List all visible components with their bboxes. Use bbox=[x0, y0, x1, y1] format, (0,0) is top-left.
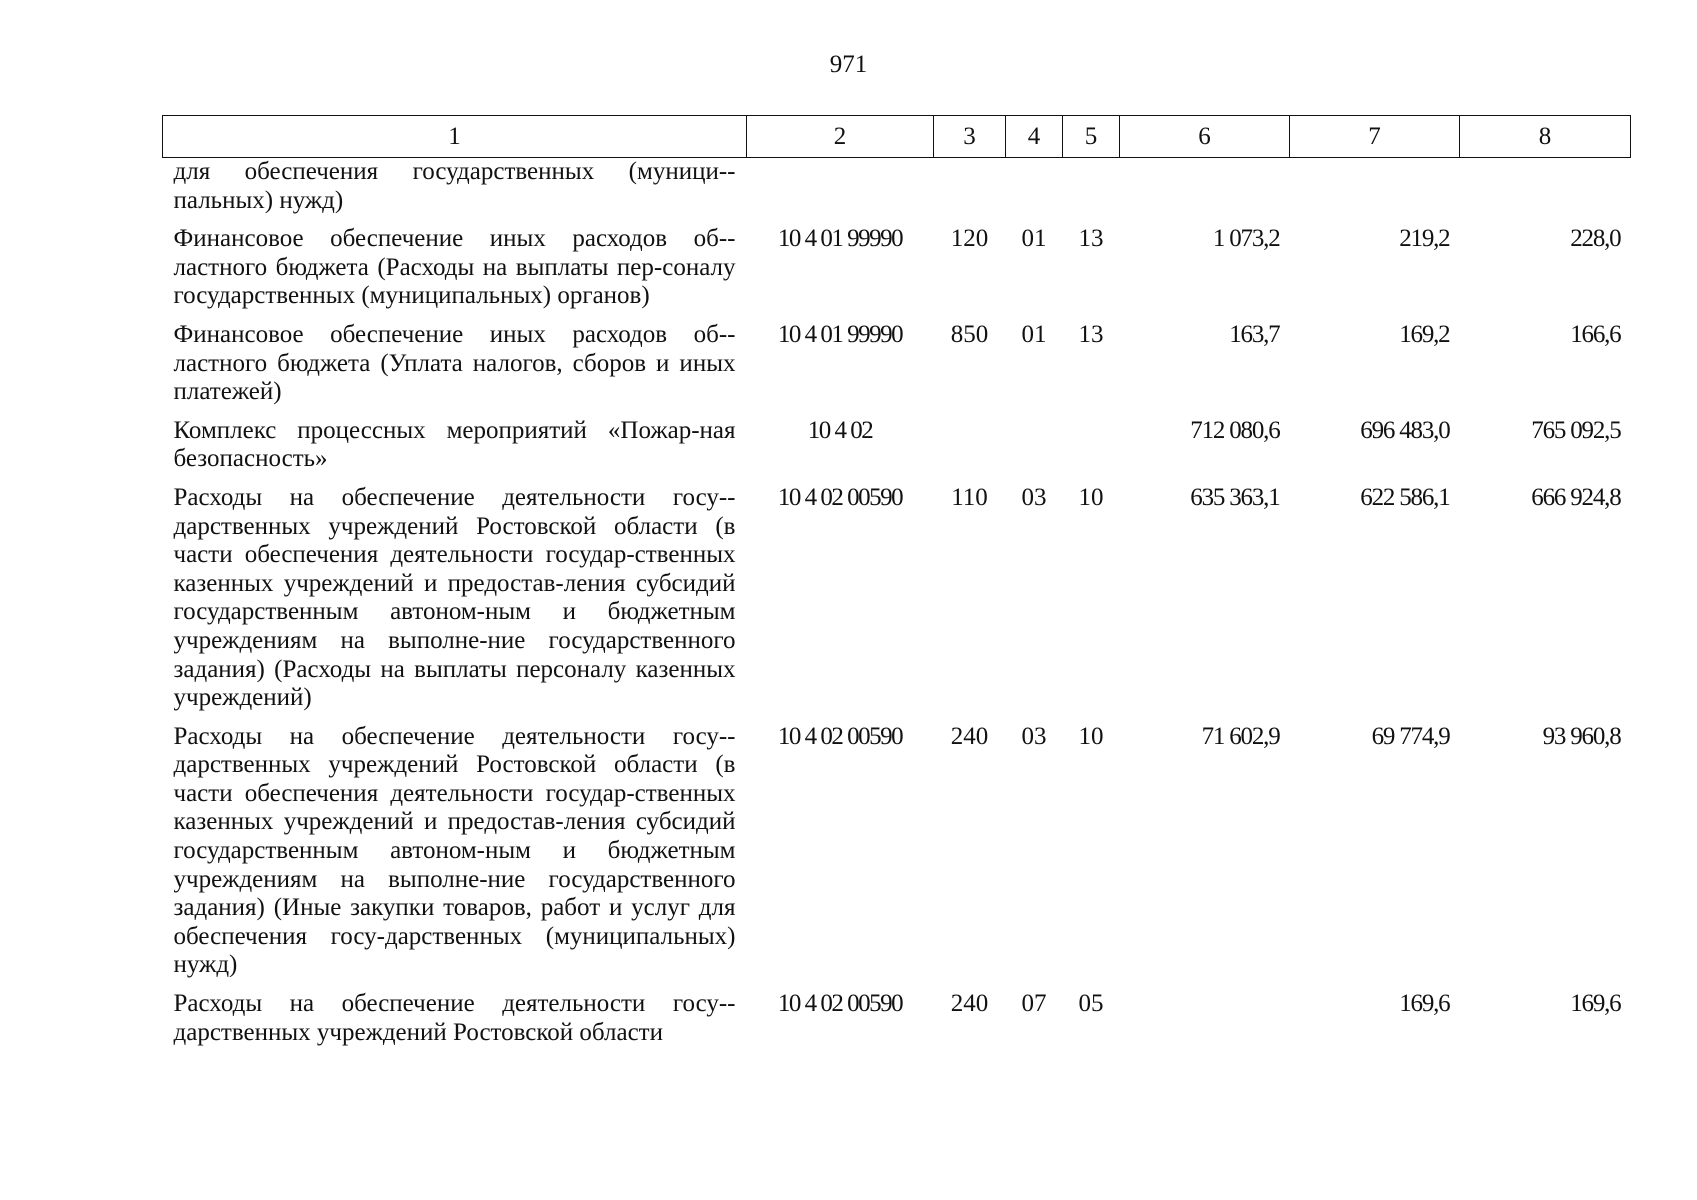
row-subsection bbox=[1063, 158, 1120, 216]
row-code: 10 4 02 00590 bbox=[777, 483, 903, 511]
budget-table bbox=[162, 115, 1631, 1047]
row-value-col8: 93 960,8 bbox=[1542, 722, 1621, 750]
row-value-col8: 169,6 bbox=[1570, 990, 1621, 1018]
page-number: 971 bbox=[829, 51, 868, 78]
column-header: 8 bbox=[1460, 116, 1631, 158]
row-value-col8: 666 924,8 bbox=[1531, 483, 1621, 511]
row-expense-type: 850 bbox=[950, 320, 989, 348]
row-subsection: 10 bbox=[1078, 722, 1104, 750]
row-section: 01 bbox=[1021, 225, 1047, 253]
row-code bbox=[747, 158, 934, 216]
row-value-col7: 622 586,1 bbox=[1360, 483, 1450, 511]
row-description: Финансовое обеспечение иных расходов об-ластного бюджета (Расходы на выплаты пер-соналу государственных (муниципальных) органов) bbox=[173, 225, 736, 310]
column-header: 6 bbox=[1120, 116, 1290, 158]
row-section bbox=[1006, 417, 1063, 474]
row-section: 03 bbox=[1021, 722, 1047, 750]
column-header: 7 bbox=[1290, 116, 1460, 158]
row-subsection: 13 bbox=[1078, 320, 1104, 348]
table-header-row bbox=[163, 116, 1631, 158]
row-subsection: 05 bbox=[1078, 990, 1104, 1018]
row-subsection: 13 bbox=[1078, 225, 1104, 253]
row-description: Комплекс процессных мероприятий «Пожар-ная безопасность» bbox=[173, 416, 736, 473]
row-expense-type: 240 bbox=[950, 722, 989, 750]
table-row bbox=[163, 321, 1631, 407]
row-value-col6 bbox=[1120, 990, 1290, 1047]
row-code: 10 4 02 00590 bbox=[777, 990, 903, 1018]
column-header: 3 bbox=[934, 116, 1006, 158]
row-value-col7: 169,2 bbox=[1399, 320, 1450, 348]
row-value-col7: 696 483,0 bbox=[1360, 416, 1450, 444]
row-expense-type bbox=[934, 417, 1006, 474]
row-value-col8: 228,0 bbox=[1570, 225, 1621, 253]
row-value-col8: 166,6 bbox=[1570, 320, 1621, 348]
row-value-col7: 69 774,9 bbox=[1371, 722, 1450, 750]
row-code: 10 4 01 99990 bbox=[777, 320, 903, 348]
row-code: 10 4 01 99990 bbox=[777, 225, 903, 253]
row-code: 10 4 02 00590 bbox=[777, 722, 903, 750]
row-section bbox=[1006, 158, 1063, 216]
row-section: 07 bbox=[1021, 990, 1047, 1018]
row-description: Расходы на обеспечение деятельности госу-дарственных учреждений Ростовской области (в части обеспечения деятельности государ-ственных казенных учреждений и предостав-ления субсидий государственным автоном-ным и бюджетным учреждениям на выполне-ние государственного задания) (Расходы на выплаты персоналу казенных учреждений) bbox=[173, 483, 736, 712]
column-header: 2 bbox=[747, 116, 934, 158]
row-description: Расходы на обеспечение деятельности госу-дарственных учреждений Ростовской области bbox=[173, 990, 736, 1046]
row-expense-type: 110 bbox=[951, 483, 988, 511]
row-value-col6: 71 602,9 bbox=[1201, 722, 1280, 750]
column-header: 4 bbox=[1006, 116, 1063, 158]
row-expense-type bbox=[934, 158, 1006, 216]
row-code: 10 4 02 bbox=[807, 416, 873, 444]
table-row bbox=[163, 158, 1631, 216]
row-section: 03 bbox=[1021, 483, 1047, 511]
row-section: 01 bbox=[1021, 320, 1047, 348]
row-description: Финансовое обеспечение иных расходов об-ластного бюджета (Уплата налогов, сборов и иных платежей) bbox=[173, 320, 736, 406]
row-value-col6: 1 073,2 bbox=[1212, 225, 1280, 253]
table-row bbox=[163, 484, 1631, 713]
row-value-col6: 635 363,1 bbox=[1190, 483, 1280, 511]
row-value-col6 bbox=[1120, 158, 1290, 216]
row-value-col7 bbox=[1290, 158, 1460, 216]
row-value-col6: 163,7 bbox=[1229, 320, 1280, 348]
column-header: 5 bbox=[1063, 116, 1120, 158]
row-subsection: 10 bbox=[1078, 483, 1104, 511]
row-value-col6: 712 080,6 bbox=[1190, 416, 1280, 444]
row-description: для обеспечения государственных (муници-пальных) нужд) bbox=[173, 158, 736, 214]
table-row bbox=[163, 225, 1631, 311]
table-row bbox=[163, 417, 1631, 474]
row-value-col7: 169,6 bbox=[1399, 990, 1450, 1018]
table-row bbox=[163, 723, 1631, 980]
row-value-col8: 765 092,5 bbox=[1531, 416, 1621, 444]
row-subsection bbox=[1063, 417, 1120, 474]
row-description: Расходы на обеспечение деятельности госу-дарственных учреждений Ростовской области (в части обеспечения деятельности государ-ственных казенных учреждений и предостав-ления субсидий государственным автоном-ным и бюджетным учреждениям на выполне-ние государственного задания) (Иные закупки товаров, работ и услуг для обеспечения госу-дарственных (муниципальных) нужд) bbox=[173, 722, 736, 979]
row-expense-type: 240 bbox=[950, 990, 989, 1018]
row-expense-type: 120 bbox=[950, 225, 989, 253]
table-row bbox=[163, 990, 1631, 1047]
row-value-col8 bbox=[1460, 158, 1631, 216]
column-header: 1 bbox=[163, 116, 747, 158]
row-value-col7: 219,2 bbox=[1399, 225, 1450, 253]
